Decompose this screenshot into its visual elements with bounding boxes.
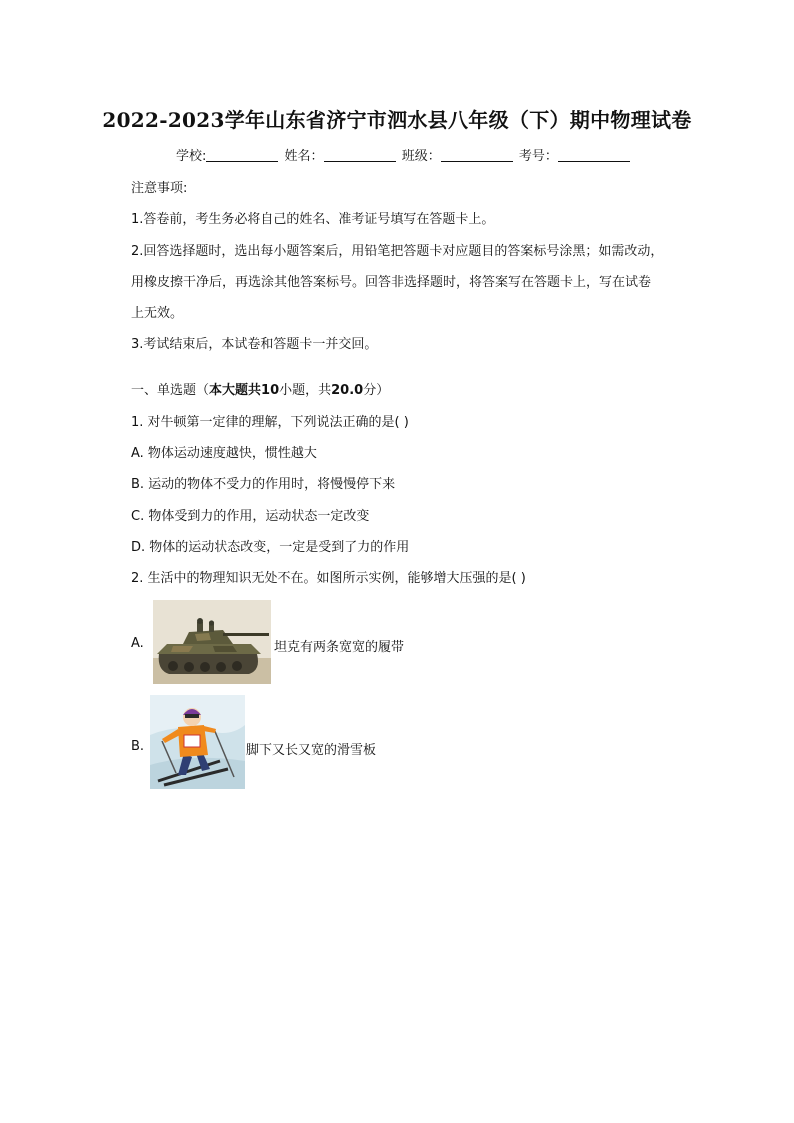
name-label: 姓名： [284,149,324,164]
question-2-option-a-text[interactable]: 坦克有两条宽宽的履带 [274,640,405,655]
question-stem-1: 1. 对牛顿第一定律的理解，下列说法正确的是( ) [131,415,409,430]
question-1-option-d[interactable]: D. 物体的运动状态改变，一定是受到了力的作用 [131,540,410,555]
section-question-count: 10 [261,383,280,398]
question-2-option-b-text[interactable]: 脚下又长又宽的滑雪板 [246,743,377,758]
notice-item: 3.考试结束后，本试卷和答题卡一并交回。 [131,337,378,352]
question-2-option-a-label[interactable]: A. [131,636,144,651]
name-blank[interactable] [324,149,396,162]
section-heading-pre: 一、单选题（ [131,383,210,398]
school-label: 学校: [176,149,207,164]
tank-image [153,600,271,684]
notice-item: 2.回答选择题时，选出每小题答案后，用铅笔把答题卡对应题目的答案标号涂黑；如需改动， [131,244,664,259]
question-1-option-b[interactable]: B. 运动的物体不受力的作用时，将慢慢停下来 [131,477,396,492]
class-label: 班级： [401,149,441,164]
question-1-option-a[interactable]: A. 物体运动速度越快，惯性越大 [131,446,317,461]
section-score: 20.0 [331,383,364,398]
notice-item: 用橡皮擦干净后，再选涂其他答案标号。回答非选择题时，将答案写在答题卡上，写在试卷 [131,275,652,290]
class-blank[interactable] [441,149,513,162]
exam-number-label: 考号： [518,149,558,164]
question-stem-2: 2. 生活中的物理知识无处不在。如图所示实例，能够增大压强的是( ) [131,571,526,586]
student-info-row [176,145,632,164]
section-heading [131,379,389,398]
question-1-option-c[interactable]: C. 物体受到力的作用，运动状态一定改变 [131,509,370,524]
exam-number-blank[interactable] [558,149,630,162]
notice-heading: 注意事项: [131,181,188,196]
school-blank[interactable] [206,149,278,162]
exam-title: 2022-2023学年山东省济宁市泗水县八年级（下）期中物理试卷 [102,108,692,132]
notice-item: 1.答卷前，考生务必将自己的姓名、准考证号填写在答题卡上。 [131,212,495,227]
question-2-option-b-label[interactable]: B. [131,739,145,754]
skier-image [150,695,245,789]
section-heading-bold: 本大题共 [209,383,262,398]
notice-item: 上无效。 [131,306,184,321]
section-heading-mid: 小题，共 [279,383,332,398]
section-heading-post: 分） [363,383,390,398]
